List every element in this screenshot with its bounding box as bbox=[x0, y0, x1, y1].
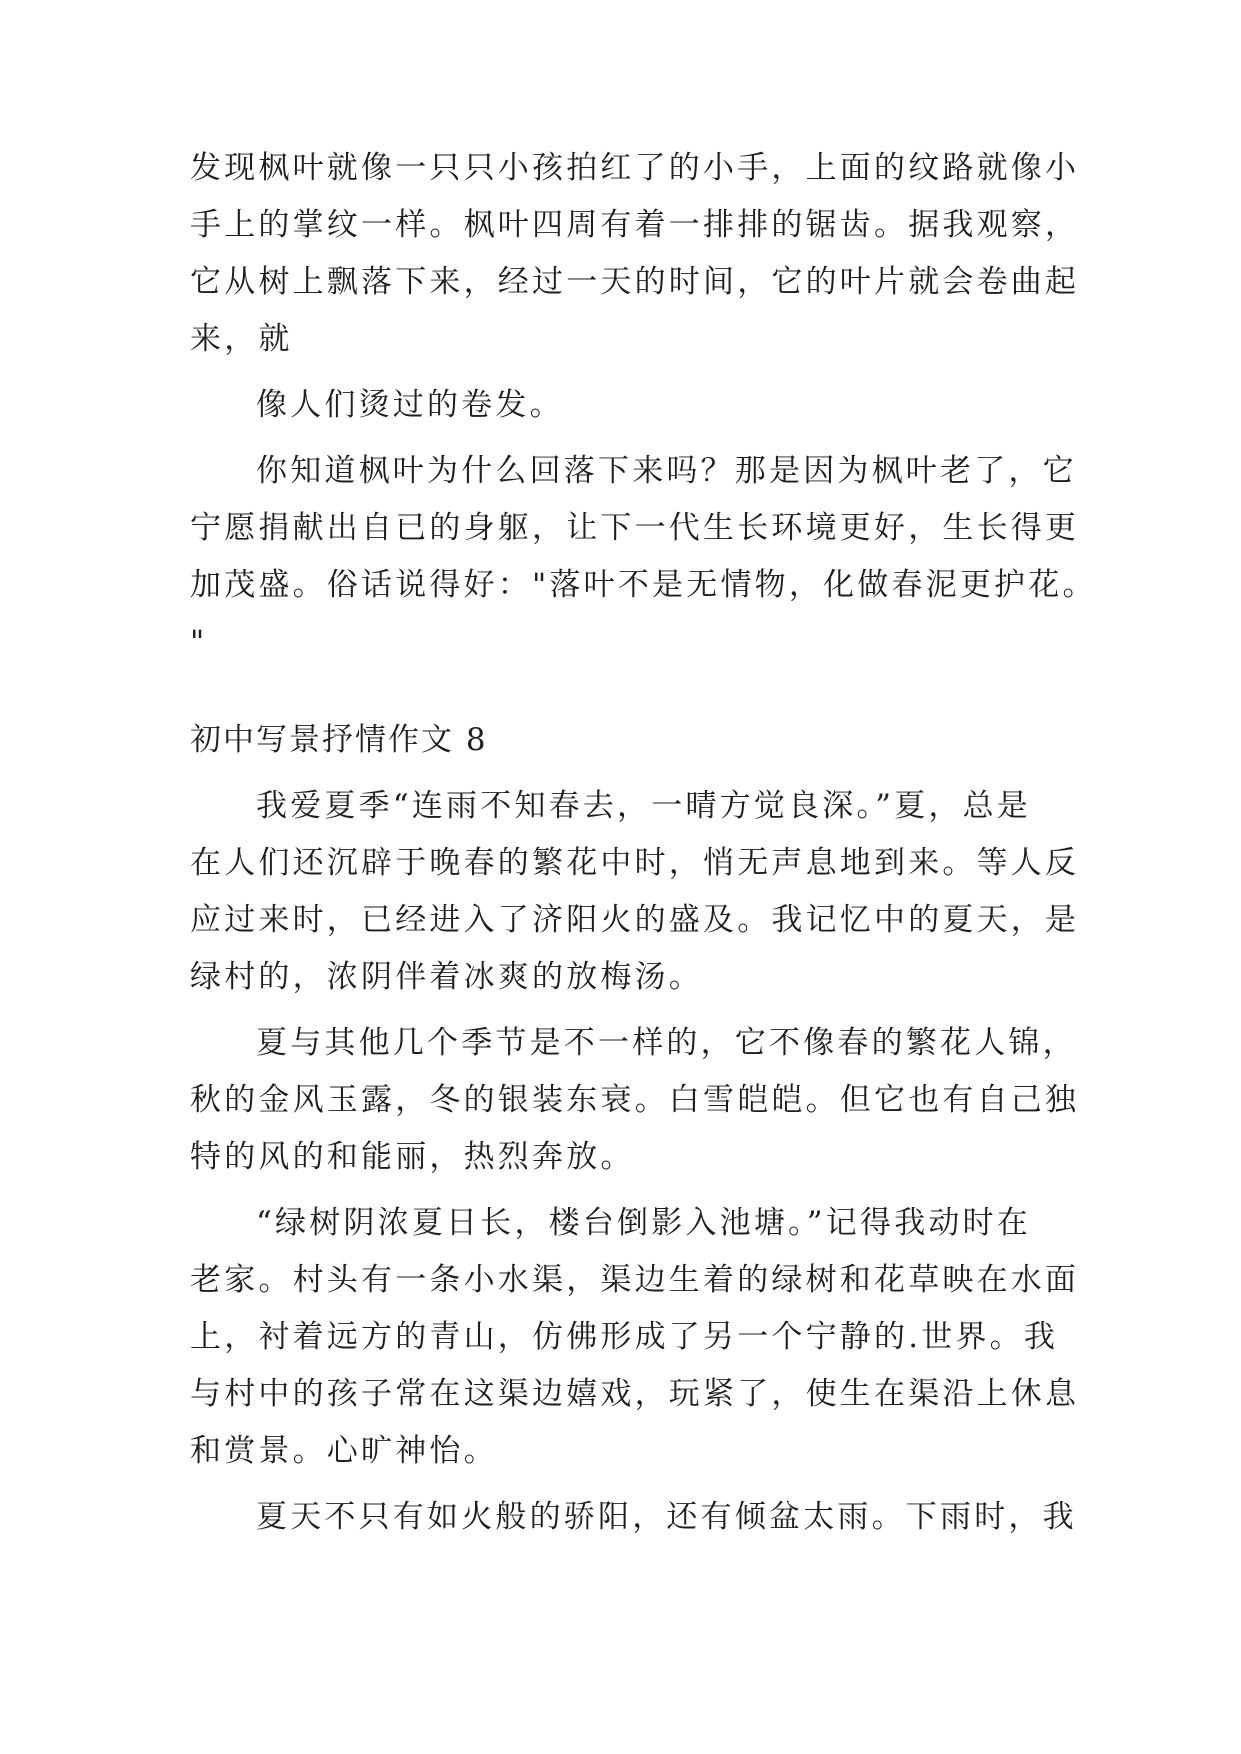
text-line: 应过来时，已经进入了济阳火的盛及。我记忆中的夏天，是 bbox=[190, 902, 1080, 938]
text-line: 绿村的，浓阴伴着冰爽的放梅汤。 bbox=[190, 959, 703, 995]
text-line: " bbox=[190, 624, 208, 660]
text-line: 秋的金风玉露，冬的银装东衰。白雪皑皑。但它也有自己独 bbox=[190, 1082, 1080, 1118]
text-line: 你知道枫叶为什么回落下来吗？那是因为枫叶老了，它 bbox=[256, 453, 1077, 489]
text-line: 夏天不只有如火般的骄阳，还有倾盆太雨。下雨时，我 bbox=[256, 1499, 1077, 1535]
text-line: 像人们烫过的卷发。 bbox=[256, 387, 564, 423]
text-line: 和赏景。心旷神怡。 bbox=[190, 1433, 498, 1469]
text-line: 与村中的孩子常在这渠边嬉戏，玩紧了，使生在渠沿上休息 bbox=[190, 1376, 1080, 1412]
text-line: “绿树阴浓夏日长，楼台倒影入池塘。”记得我动时在 bbox=[256, 1205, 1031, 1241]
text-line: 我爱夏季“连雨不知春去，一晴方觉良深。”夏，总是 bbox=[256, 788, 1031, 824]
text-line: 宁愿捐献出自已的身躯，让下一代生长环境更好，生长得更 bbox=[190, 510, 1080, 546]
text-line: 特的风的和能丽，热烈奔放。 bbox=[190, 1139, 635, 1175]
text-line: 加茂盛。俗话说得好："落叶不是无情物，化做春泥更护花。 bbox=[190, 567, 1097, 603]
text-line: 手上的掌纹一样。枫叶四周有着一排排的锯齿。据我观察， bbox=[190, 207, 1080, 243]
text-line: 来，就 bbox=[190, 321, 293, 357]
text-line: 在人们还沉辟于晚春的繁花中时，悄无声息地到来。等人反 bbox=[190, 845, 1080, 881]
text-line: 老家。村头有一条小水渠，渠边生着的绿树和花草映在水面 bbox=[190, 1262, 1080, 1298]
text-line: 它从树上飘落下来，经过一天的时间，它的叶片就会卷曲起 bbox=[190, 264, 1080, 300]
text-line: 发现枫叶就像一只只小孩拍红了的小手，上面的纹路就像小 bbox=[190, 150, 1080, 186]
text-line: 夏与其他几个季节是不一样的，它不像春的繁花人锦， bbox=[256, 1025, 1077, 1061]
section-heading: 初中写景抒情作文 8 bbox=[190, 722, 488, 758]
text-line: 上，衬着远方的青山，仿佛形成了另一个宁静的.世界。我 bbox=[190, 1319, 1059, 1355]
